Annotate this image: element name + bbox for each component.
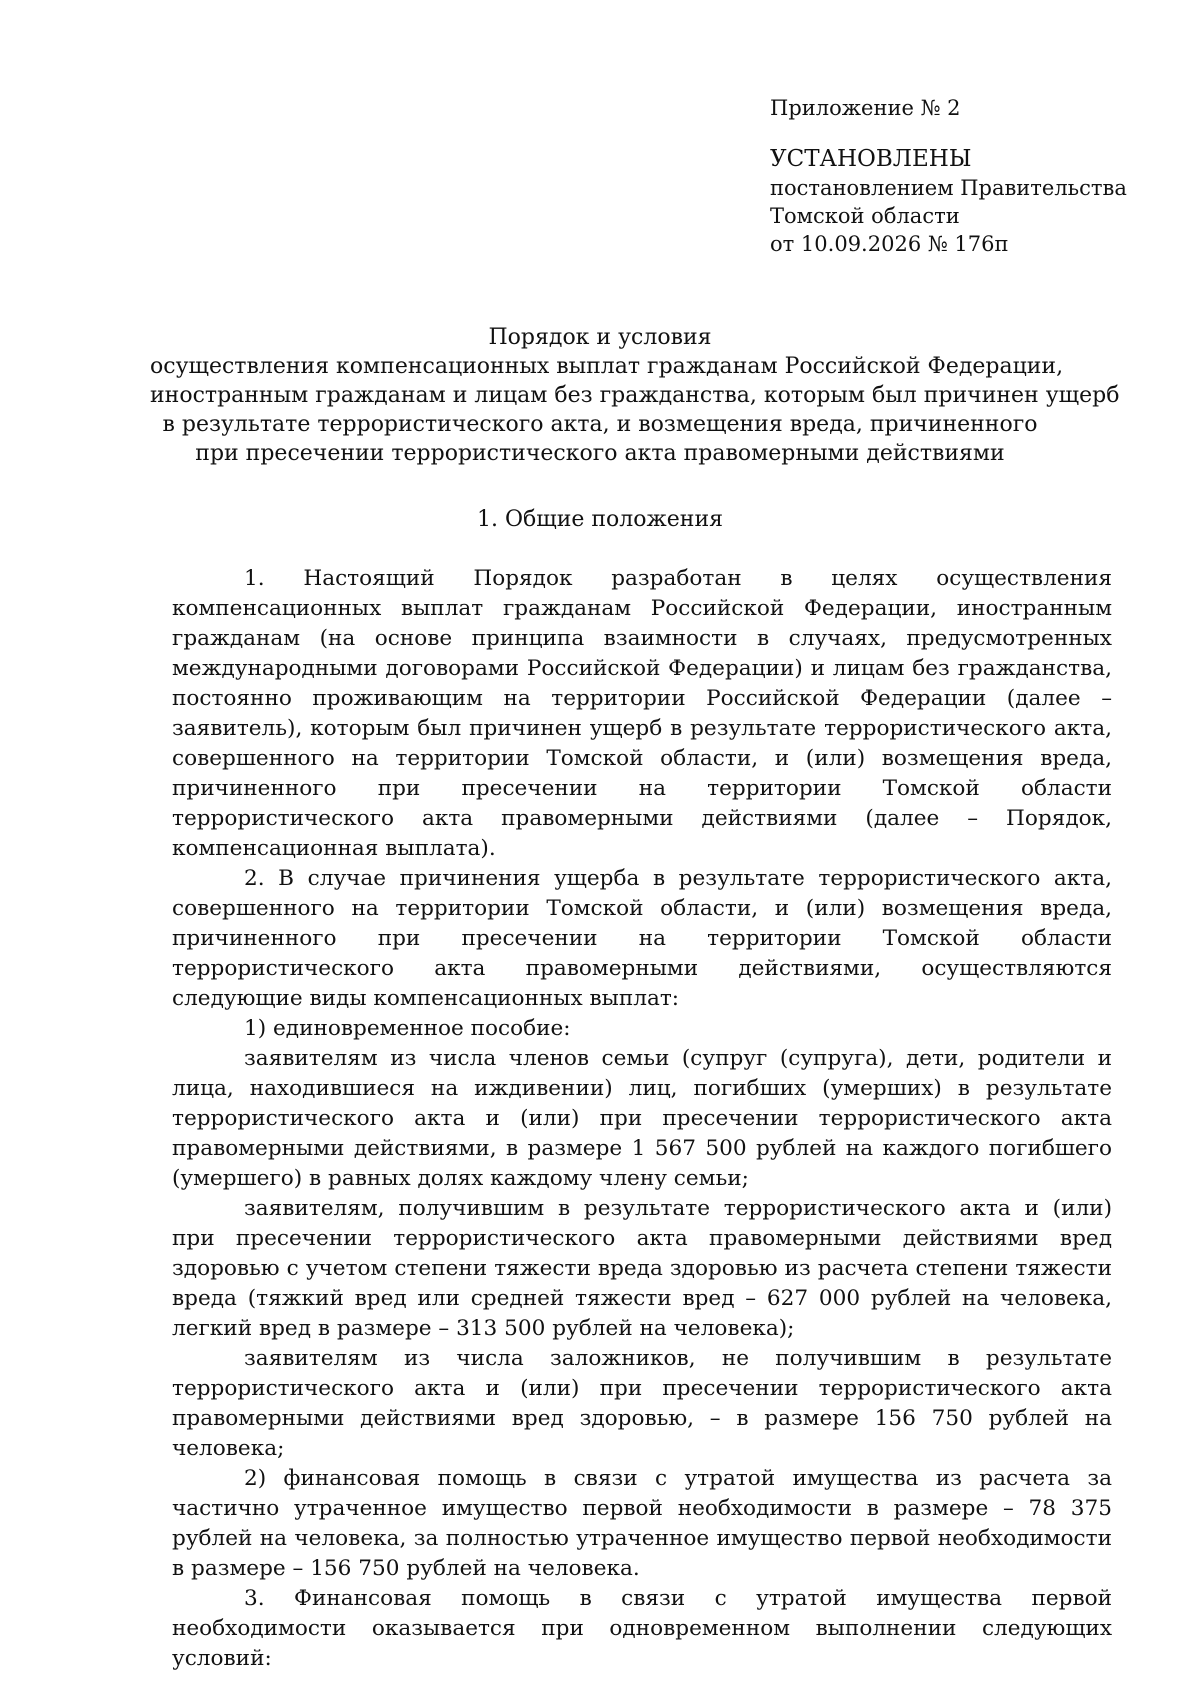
paragraph: заявителям из числа членов семьи (супруг (супруга), дети, родители и лица, находившиеся на иждивении) лиц, погибших (умерших) в результате террористического акта и (или) при пресечении террористического акта правомерными действиями, в размере 1 567 500 рублей на каждого погибшего (умершего) в равных долях каждому члену семьи; — [172, 1046, 1112, 1191]
paragraph: 2) финансовая помощь в связи с утратой имущества из расчета за частично утраченное имущество первой необходимости в размере – 78 375 рублей на человека, за полностью утраченное имущество первой необходимости в размере – 156 750 рублей на человека. — [172, 1466, 1112, 1581]
paragraph: 1) единовременное пособие: — [244, 1016, 571, 1041]
paragraph: 3. Финансовая помощь в связи с утратой имущества первой необходимости оказывается при одновременном выполнении следующих условий: — [172, 1586, 1112, 1671]
title-line: в результате террористического акта, и возмещения вреда, причиненного — [162, 412, 1038, 437]
annex-number: Приложение № 2 — [770, 96, 961, 120]
approval-line: постановлением Правительства — [770, 176, 1127, 200]
paragraph: заявителям, получившим в результате террористического акта и (или) при пресечении террористического акта правомерными действиями вред здоровью с учетом степени тяжести вреда здоровью из расчета степени тяжести вреда (тяжкий вред или средней тяжести вред – 627 000 рублей на человека, легкий вред в размере – 313 500 рублей на человека); — [172, 1196, 1112, 1341]
document-title — [150, 323, 1120, 468]
title-line: Порядок и условия — [488, 325, 712, 350]
approval-block — [770, 94, 1170, 258]
paragraph: 2. В случае причинения ущерба в результате террористического акта, совершенного на территории Томской области, и (или) возмещения вреда, причиненного при пресечении на территории Томской области террористического акта правомерными действиями, осуществляются следующие виды компенсационных выплат: — [172, 866, 1112, 1011]
title-line: иностранным гражданам и лицам без гражданства, которым был причинен ущерб — [150, 383, 1120, 408]
approval-date-number: от 10.09.2026 № 176п — [770, 232, 1009, 256]
title-line: при пресечении террористического акта правомерными действиями — [195, 441, 1005, 466]
section-body — [172, 564, 1112, 1674]
paragraph: заявителям из числа заложников, не получившим в результате террористического акта и (или) при пресечении террористического акта правомерными действиями вред здоровью, – в размере 156 750 рублей на человека; — [172, 1346, 1112, 1461]
section-heading: 1. Общие положения — [477, 507, 723, 532]
title-line: осуществления компенсационных выплат гражданам Российской Федерации, — [150, 354, 1064, 379]
approval-heading: УСТАНОВЛЕНЫ — [770, 146, 972, 172]
paragraph: 1. Настоящий Порядок разработан в целях осуществления компенсационных выплат гражданам Российской Федерации, иностранным гражданам (на основе принципа взаимности в случаях, предусмотренных международными договорами Российской Федерации) и лицам без гражданства, постоянно проживающим на территории Российской Федерации (далее – заявитель), которым был причинен ущерб в результате террористического акта, совершенного на территории Томской области, и (или) возмещения вреда, причиненного при пресечении на территории Томской области террористического акта правомерными действиями (далее – Порядок, компенсационная выплата). — [172, 566, 1112, 861]
approval-line: Томской области — [770, 204, 960, 228]
